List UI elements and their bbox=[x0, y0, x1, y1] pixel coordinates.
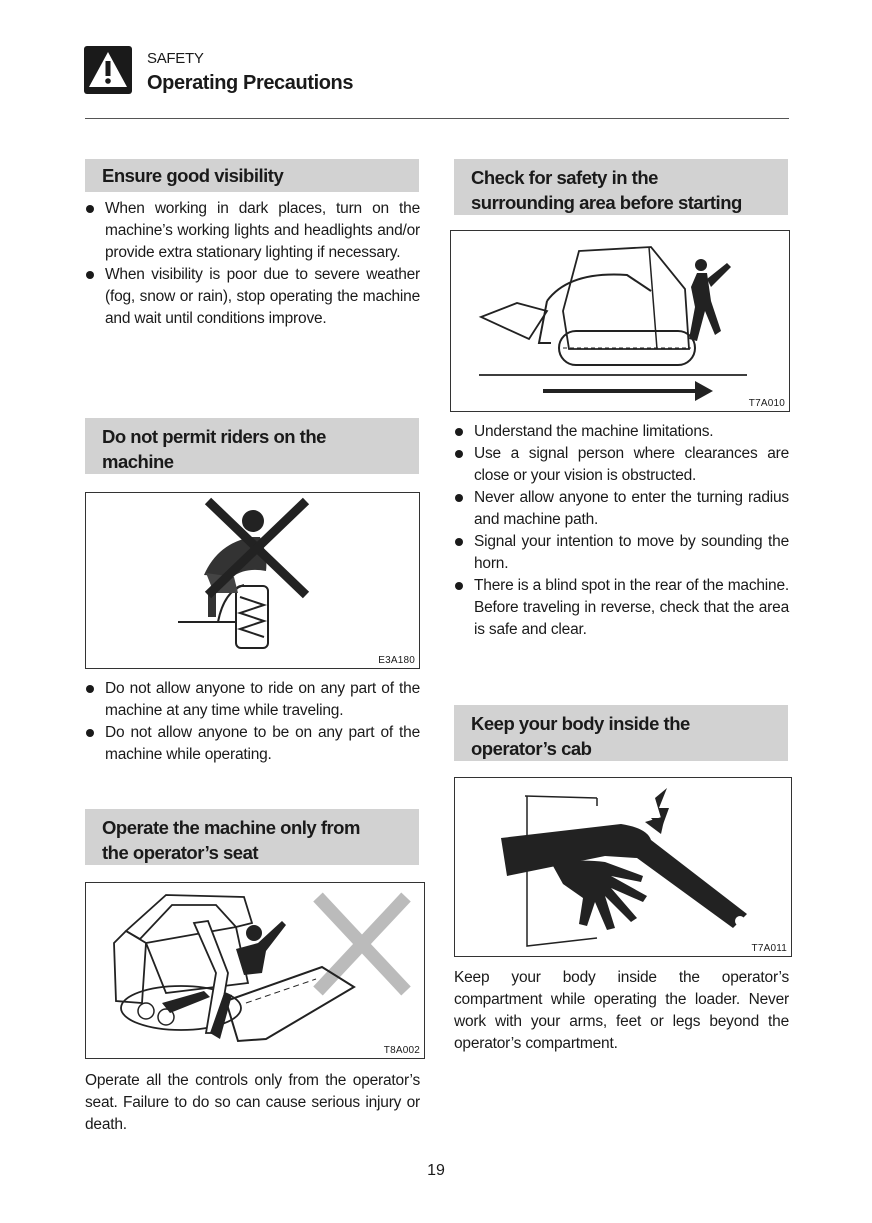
figure-no-riders bbox=[85, 492, 420, 669]
list-item: Use a signal person where clearances are close or your vision is obstructed. bbox=[454, 443, 789, 487]
visibility-bullets bbox=[85, 198, 420, 330]
heading-riders-line2: machine bbox=[102, 451, 174, 472]
figure-seat bbox=[85, 882, 425, 1059]
heading-seat bbox=[85, 809, 419, 865]
figure-surrounding bbox=[450, 230, 790, 412]
figure-code: T8A002 bbox=[383, 1045, 420, 1056]
list-item: Do not allow anyone to ride on any part of the machine at any time while traveling. bbox=[85, 678, 420, 722]
figure-code: T7A011 bbox=[751, 943, 787, 954]
warning-triangle-icon bbox=[84, 46, 132, 94]
surrounding-bullets bbox=[454, 421, 789, 641]
loader-operator-illustration-icon bbox=[86, 883, 425, 1059]
heading-visibility bbox=[85, 159, 419, 192]
list-item: Understand the machine limitations. bbox=[454, 421, 789, 443]
heading-seat-line1: Operate the machine only from bbox=[102, 817, 360, 838]
heading-surrounding-line2: surrounding area before starting bbox=[471, 192, 742, 213]
list-item: When visibility is poor due to severe weather (fog, snow or rain), stop operating the machine and wait until conditions improve. bbox=[85, 264, 420, 330]
heading-body bbox=[454, 705, 788, 761]
list-item: When working in dark places, turn on the machine’s working lights and headlights and/or provide extra stationary lighting if necessary. bbox=[85, 198, 420, 264]
crush-hazard-illustration-icon bbox=[455, 778, 792, 957]
figure-code: E3A180 bbox=[378, 655, 415, 666]
no-riders-illustration-icon bbox=[86, 493, 420, 669]
page-title: Operating Precautions bbox=[147, 72, 354, 94]
heading-riders bbox=[85, 418, 419, 474]
riders-bullets bbox=[85, 678, 420, 766]
seat-text: Operate all the controls only from the operator’s seat. Failure to do so can cause serious injury or death. bbox=[85, 1072, 420, 1133]
loader-reversing-illustration-icon bbox=[451, 231, 790, 412]
header-divider bbox=[85, 118, 789, 119]
list-item: Do not allow anyone to be on any part of the machine while operating. bbox=[85, 722, 420, 766]
heading-riders-line1: Do not permit riders on the bbox=[102, 426, 326, 447]
heading-visibility-text: Ensure good visibility bbox=[102, 165, 284, 186]
page-number: 19 bbox=[427, 1162, 445, 1179]
figure-code: T7A010 bbox=[748, 398, 785, 409]
heading-seat-line2: the operator’s seat bbox=[102, 842, 259, 863]
figure-body bbox=[454, 777, 792, 957]
list-item: Never allow anyone to enter the turning radius and machine path. bbox=[454, 487, 789, 531]
heading-surrounding-line1: Check for safety in the bbox=[471, 167, 658, 188]
heading-surrounding bbox=[454, 159, 788, 215]
heading-body-line2: operator’s cab bbox=[471, 738, 592, 759]
list-item: There is a blind spot in the rear of the machine. Before traveling in reverse, check that the area is safe and clear. bbox=[454, 575, 789, 641]
list-item: Signal your intention to move by sounding the horn. bbox=[454, 531, 789, 575]
section-label: SAFETY bbox=[147, 50, 204, 67]
heading-body-line1: Keep your body inside the bbox=[471, 713, 690, 734]
body-text: Keep your body inside the operator’s compartment while operating the loader. Never work with your arms, feet or legs beyond the operator’s compartment. bbox=[454, 969, 789, 1052]
